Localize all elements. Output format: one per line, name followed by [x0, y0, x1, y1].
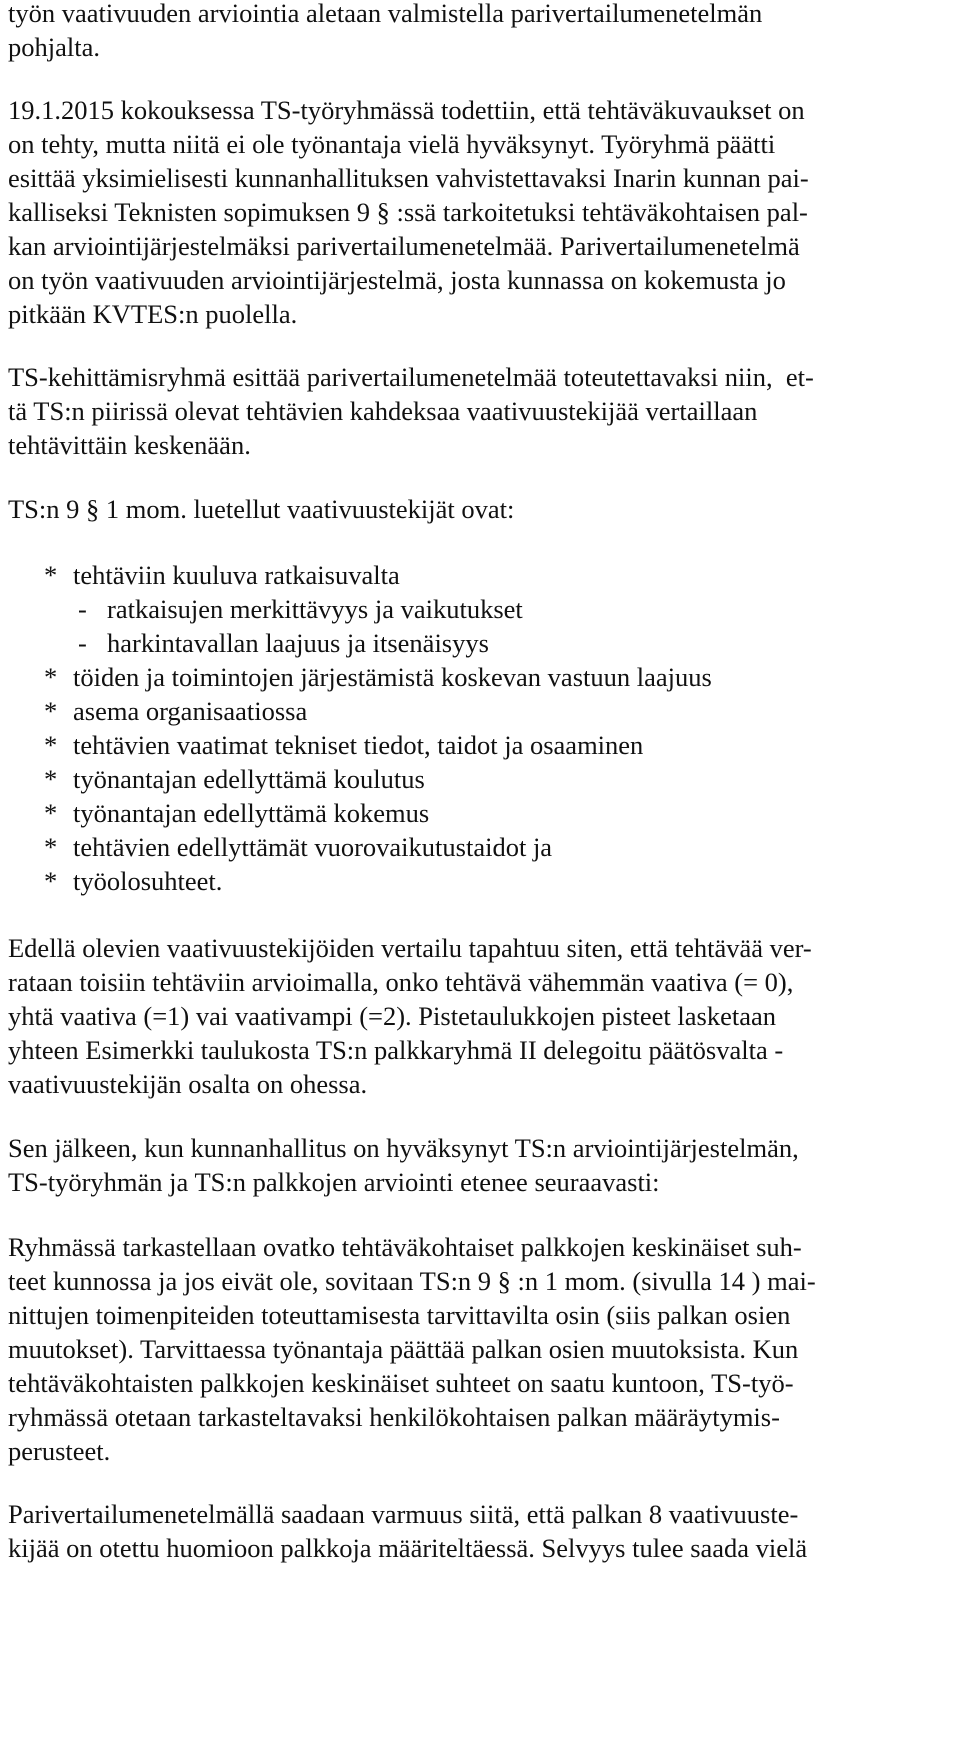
- paragraph-2-line-5: kan arviointijärjestelmäksi parivertailumenetelmää. Parivertailumenetelmä: [8, 231, 800, 261]
- paragraph-2-line-7: pitkään KVTES:n puolella.: [8, 299, 298, 329]
- list-bullet: *: [44, 662, 58, 692]
- list-sub-item: ratkaisujen merkittävyys ja vaikutukset: [107, 594, 523, 624]
- list-sub-item: harkintavallan laajuus ja itsenäisyys: [107, 628, 489, 658]
- paragraph-2-line-2: on tehty, mutta niitä ei ole työnantaja vielä hyväksynyt. Työryhmä päätti: [8, 129, 776, 159]
- list-bullet: *: [44, 696, 58, 726]
- list-item: tehtävien vaatimat tekniset tiedot, taidot ja osaaminen: [73, 730, 644, 760]
- paragraph-6-line-1: Sen jälkeen, kun kunnanhallitus on hyväksynyt TS:n arviointijärjestelmän,: [8, 1133, 799, 1163]
- paragraph-2-line-1: 19.1.2015 kokouksessa TS-työryhmässä todettiin, että tehtäväkuvaukset on: [8, 95, 805, 125]
- list-bullet: *: [44, 798, 58, 828]
- paragraph-2-line-6: on työn vaativuuden arviointijärjestelmä, josta kunnassa on kokemusta jo: [8, 265, 786, 295]
- list-bullet: *: [44, 866, 58, 896]
- paragraph-1-line-2: pohjalta.: [8, 32, 100, 62]
- paragraph-7-line-6: ryhmässä otetaan tarkasteltavaksi henkilökohtaisen palkan määräytymis-: [8, 1402, 780, 1432]
- list-sub-dash: -: [78, 594, 87, 624]
- list-item: asema organisaatiossa: [73, 696, 308, 726]
- list-sub-dash: -: [78, 628, 87, 658]
- paragraph-5-line-5: vaativuustekijän osalta on ohessa.: [8, 1069, 368, 1099]
- list-item: työnantajan edellyttämä kokemus: [73, 798, 430, 828]
- paragraph-2-line-3: esittää yksimielisesti kunnanhallituksen vahvistettavaksi Inarin kunnan pai-: [8, 163, 809, 193]
- paragraph-3-line-2: tä TS:n piirissä olevat tehtävien kahdeksaa vaativuustekijää vertaillaan: [8, 396, 758, 426]
- list-item: työnantajan edellyttämä koulutus: [73, 764, 425, 794]
- paragraph-3-line-1: TS-kehittämisryhmä esittää parivertailumenetelmää toteutettavaksi niin, et-: [8, 362, 814, 392]
- paragraph-7-line-2: teet kunnossa ja jos eivät ole, sovitaan TS:n 9 § :n 1 mom. (sivulla 14 ) mai-: [8, 1266, 816, 1296]
- paragraph-5-line-1: Edellä olevien vaativuustekijöiden vertailu tapahtuu siten, että tehtävää ver-: [8, 933, 812, 963]
- paragraph-7-line-7: perusteet.: [8, 1436, 111, 1466]
- list-bullet: *: [44, 560, 58, 590]
- paragraph-5-line-4: yhteen Esimerkki taulukosta TS:n palkkaryhmä II delegoitu päätösvalta -: [8, 1035, 784, 1065]
- paragraph-6-line-2: TS-työryhmän ja TS:n palkkojen arviointi etenee seuraavasti:: [8, 1167, 660, 1197]
- paragraph-7-line-3: nittujen toimenpiteiden toteuttamisesta tarvittavilta osin (siis palkan osien: [8, 1300, 791, 1330]
- paragraph-1-line-1: työn vaativuuden arviointia aletaan valmistella parivertailumenetelmän: [8, 0, 763, 28]
- paragraph-5-line-2: rataan toisiin tehtäviin arvioimalla, onko tehtävä vähemmän vaativa (= 0),: [8, 967, 794, 997]
- paragraph-7-line-1: Ryhmässä tarkastellaan ovatko tehtäväkohtaiset palkkojen keskinäiset suh-: [8, 1232, 802, 1262]
- paragraph-4-line-1: TS:n 9 § 1 mom. luetellut vaativuustekijät ovat:: [8, 494, 515, 524]
- paragraph-7-line-4: muutokset). Tarvittaessa työnantaja päättää palkan osien muutoksista. Kun: [8, 1334, 799, 1364]
- list-item: töiden ja toimintojen järjestämistä koskevan vastuun laajuus: [73, 662, 712, 692]
- paragraph-7-line-5: tehtäväkohtaisten palkkojen keskinäiset suhteet on saatu kuntoon, TS-työ-: [8, 1368, 794, 1398]
- paragraph-8-line-1: Parivertailumenetelmällä saadaan varmuus siitä, että palkan 8 vaativuuste-: [8, 1499, 799, 1529]
- list-item: työolosuhteet.: [73, 866, 223, 896]
- paragraph-8-line-2: kijää on otettu huomioon palkkoja määriteltäessä. Selvyys tulee saada vielä: [8, 1533, 808, 1563]
- list-item: tehtäviin kuuluva ratkaisuvalta: [73, 560, 400, 590]
- list-bullet: *: [44, 764, 58, 794]
- list-item: tehtävien edellyttämät vuorovaikutustaidot ja: [73, 832, 553, 862]
- paragraph-3-line-3: tehtävittäin keskenään.: [8, 430, 251, 460]
- paragraph-2-line-4: kalliseksi Teknisten sopimuksen 9 § :ssä tarkoitetuksi tehtäväkohtaisen pal-: [8, 197, 808, 227]
- list-bullet: *: [44, 832, 58, 862]
- list-bullet: *: [44, 730, 58, 760]
- paragraph-5-line-3: yhtä vaativa (=1) vai vaativampi (=2). Pistetaulukkojen pisteet lasketaan: [8, 1001, 776, 1031]
